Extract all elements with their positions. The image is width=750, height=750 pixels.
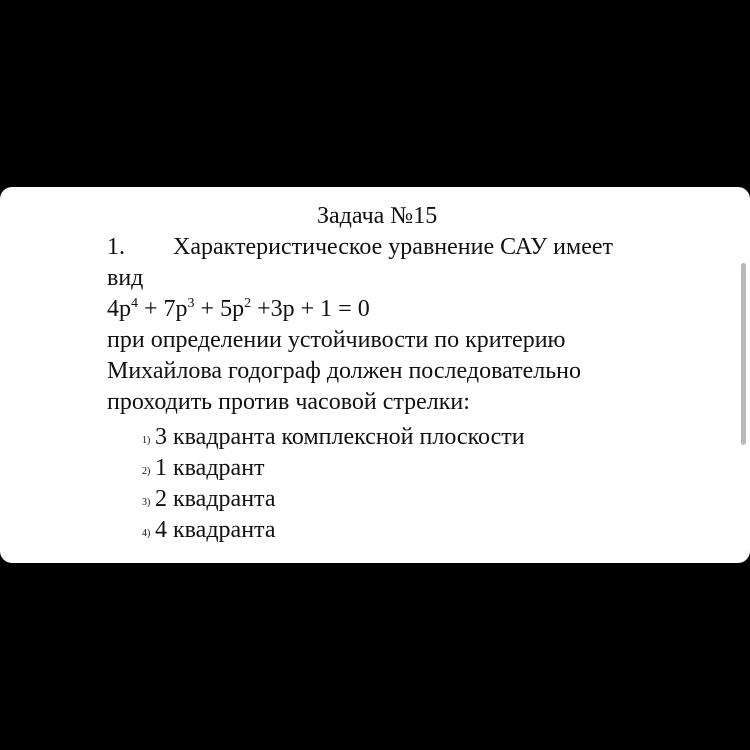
equation-term-3: + 5p	[194, 296, 245, 322]
question-line-2: вид	[107, 265, 144, 291]
vertical-scrollbar[interactable]	[741, 263, 746, 445]
option-marker: 2)	[142, 466, 151, 477]
question-line-1	[107, 232, 613, 263]
option-text: 3 квадранта комплексной плоскости	[155, 424, 525, 450]
answer-option-1	[142, 422, 525, 456]
answer-option-4	[142, 515, 275, 549]
equation-exponent-3: 2	[244, 296, 252, 311]
question-line-5: проходить против часовой стрелки:	[107, 389, 470, 415]
option-text: 2 квадранта	[155, 486, 276, 512]
equation-term-2: + 7p	[138, 296, 188, 322]
answer-option-2	[142, 453, 265, 487]
option-marker: 3)	[142, 497, 151, 508]
option-text: 4 квадранта	[155, 517, 276, 543]
question-text-1: Характеристическое уравнение САУ имеет	[173, 234, 613, 260]
option-text: 1 квадрант	[155, 455, 265, 481]
question-number: 1.	[107, 234, 125, 260]
equation-exponent-1: 4	[131, 296, 138, 311]
problem-title: Задача №15	[317, 203, 438, 229]
equation-term-1: 4p	[107, 296, 131, 322]
characteristic-equation	[107, 294, 370, 325]
equation-exponent-2: 3	[187, 296, 195, 311]
answer-option-3	[142, 484, 275, 518]
question-line-3: при определении устойчивости по критерию	[107, 327, 566, 353]
question-line-4: Михайлова годограф должен последовательно	[107, 358, 582, 384]
equation-term-4: +3p + 1 = 0	[251, 296, 370, 322]
option-marker: 4)	[142, 528, 151, 539]
document-card	[0, 187, 750, 563]
option-marker: 1)	[142, 435, 151, 446]
